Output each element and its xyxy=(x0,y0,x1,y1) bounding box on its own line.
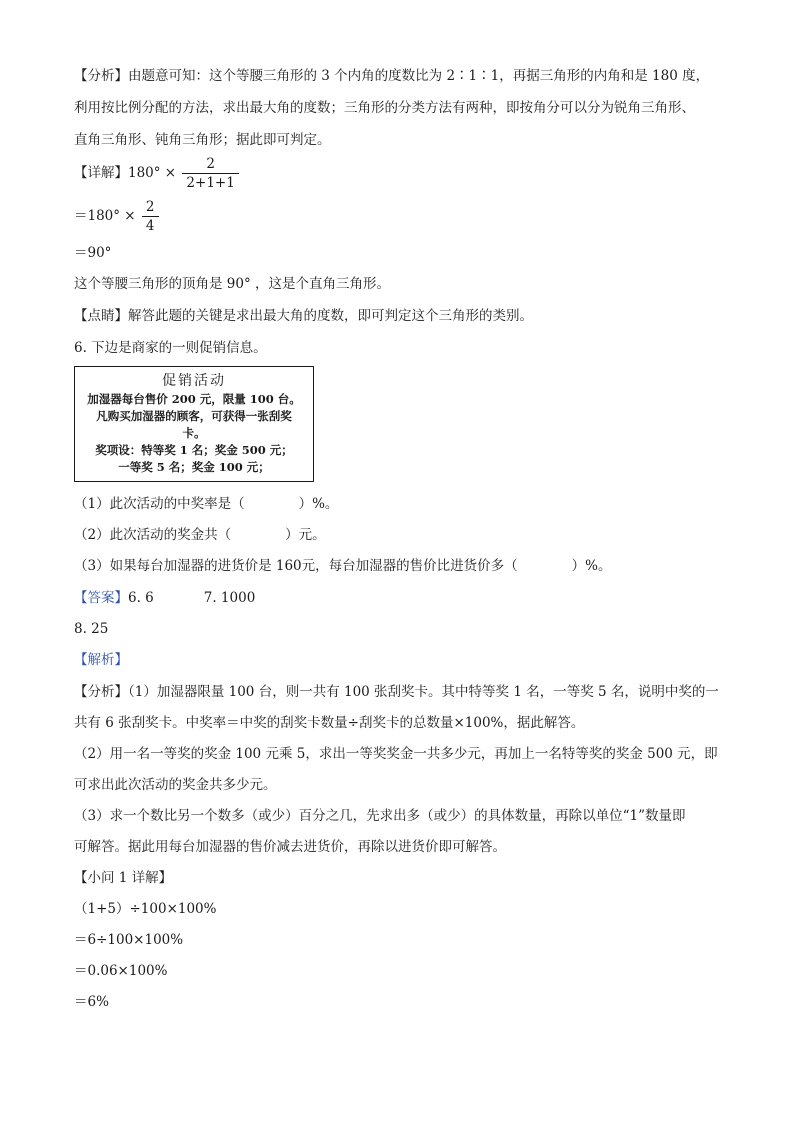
analysis-2-line-4: 可求出此次活动的奖金共多少元。 xyxy=(74,777,277,793)
analysis-2-label: 【分析】 xyxy=(74,684,128,700)
promo-title: 促销活动 xyxy=(162,373,226,389)
promo-line-2: 凡购买加湿器的顾客，可获得一张刮奖 xyxy=(96,409,292,423)
question-6-stem: 6. 下边是商家的一则促销信息。 xyxy=(74,340,267,356)
answer-8: 8. 25 xyxy=(74,621,109,637)
detail-1-step-2: ＝180° × $\frac{2}{4}$ xyxy=(74,198,161,235)
analysis-2-line-1: 【分析】（1）加湿器限量 100 台，则一共有 100 张刮奖卡。其中特等奖 1 名，一等奖 5 名，说明中奖的一 xyxy=(74,684,719,700)
question-6-part-2: （2）此次活动的奖金共（ ）元。 xyxy=(74,527,326,543)
fraction-2-over-4-sum: $\frac{2}{2+1+1}$ xyxy=(182,155,238,192)
explanation-label: 【解析】 xyxy=(74,652,128,668)
comment-1: 【点睛】解答此题的关键是求出最大角的度数，即可判定这个三角形的类别。 xyxy=(74,308,533,324)
detail-1-step-3: ＝90° xyxy=(74,245,112,261)
comment-label: 【点睛】 xyxy=(74,308,128,324)
promo-info-box xyxy=(74,366,314,482)
sub-question-1-step-3: ＝0.06×100% xyxy=(74,963,168,979)
question-6-part-1: （1）此次活动的中奖率是（ ）%。 xyxy=(74,496,339,512)
analysis-2-line-6: 可解答。据此用每台加湿器的售价减去进货价，再除以进货价即可解答。 xyxy=(74,839,506,855)
promo-line-4: 奖项设：特等奖 1 名；奖金 500 元； xyxy=(95,443,293,457)
analysis-2-line-2: 共有 6 张刮奖卡。中奖率＝中奖的刮奖卡数量÷刮奖卡的总数量×100%，据此解答。 xyxy=(74,715,585,731)
analysis-1-line-2: 利用按比例分配的方法，求出最大角的度数；三角形的分类方法有两种，即按角分可以分为锐角三角形、 xyxy=(74,100,695,116)
analysis-label: 【分析】 xyxy=(74,68,128,84)
analysis-2-line-3: （2）用一名一等奖的奖金 100 元乘 5，求出一等奖奖金一共多少元，再加上一名特等奖的奖金 500 元，即 xyxy=(74,746,718,762)
analysis-1-line-1: 【分析】由题意可知：这个等腰三角形的 3 个内角的度数比为 2∶1∶1，再据三角形的内角和是 180 度， xyxy=(74,68,710,84)
sub-question-1-step-4: ＝6% xyxy=(74,994,109,1010)
promo-line-1: 加湿器每台售价 200 元，限量 100 台。 xyxy=(87,392,301,406)
detail-1-conclusion: 这个等腰三角形的顶角是 90° ，这是个直角三角形。 xyxy=(74,276,391,292)
analysis-2-line-5: （3）求一个数比另一个数多（或少）百分之几，先求出多（或少）的具体数量，再除以单位“1”数量即 xyxy=(74,808,686,824)
detail-label: 【详解】 xyxy=(74,165,128,181)
promo-line-5: 一等奖 5 名；奖金 100 元； xyxy=(118,460,270,474)
answer-line: 【答案】6. 6 7. 1000 xyxy=(74,590,256,606)
fraction-2-over-4: $\frac{2}{4}$ xyxy=(142,198,159,235)
sub-question-1-step-2: ＝6÷100×100% xyxy=(74,932,184,948)
sub-question-1-label: 【小问 1 详解】 xyxy=(74,870,173,886)
answer-label: 【答案】 xyxy=(74,590,128,606)
detail-1-formula: 【详解】180° × $\frac{2}{2+1+1}$ xyxy=(74,155,241,192)
question-6-part-3: （3）如果每台加湿器的进货价是 160元，每台加湿器的售价比进货价多（ ）%。 xyxy=(74,558,612,574)
analysis-1-line-3: 直角三角形、钝角三角形；据此即可判定。 xyxy=(74,132,331,148)
promo-line-3: 卡。 xyxy=(182,426,206,440)
sub-question-1-step-1: （1+5）÷100×100% xyxy=(74,901,217,917)
